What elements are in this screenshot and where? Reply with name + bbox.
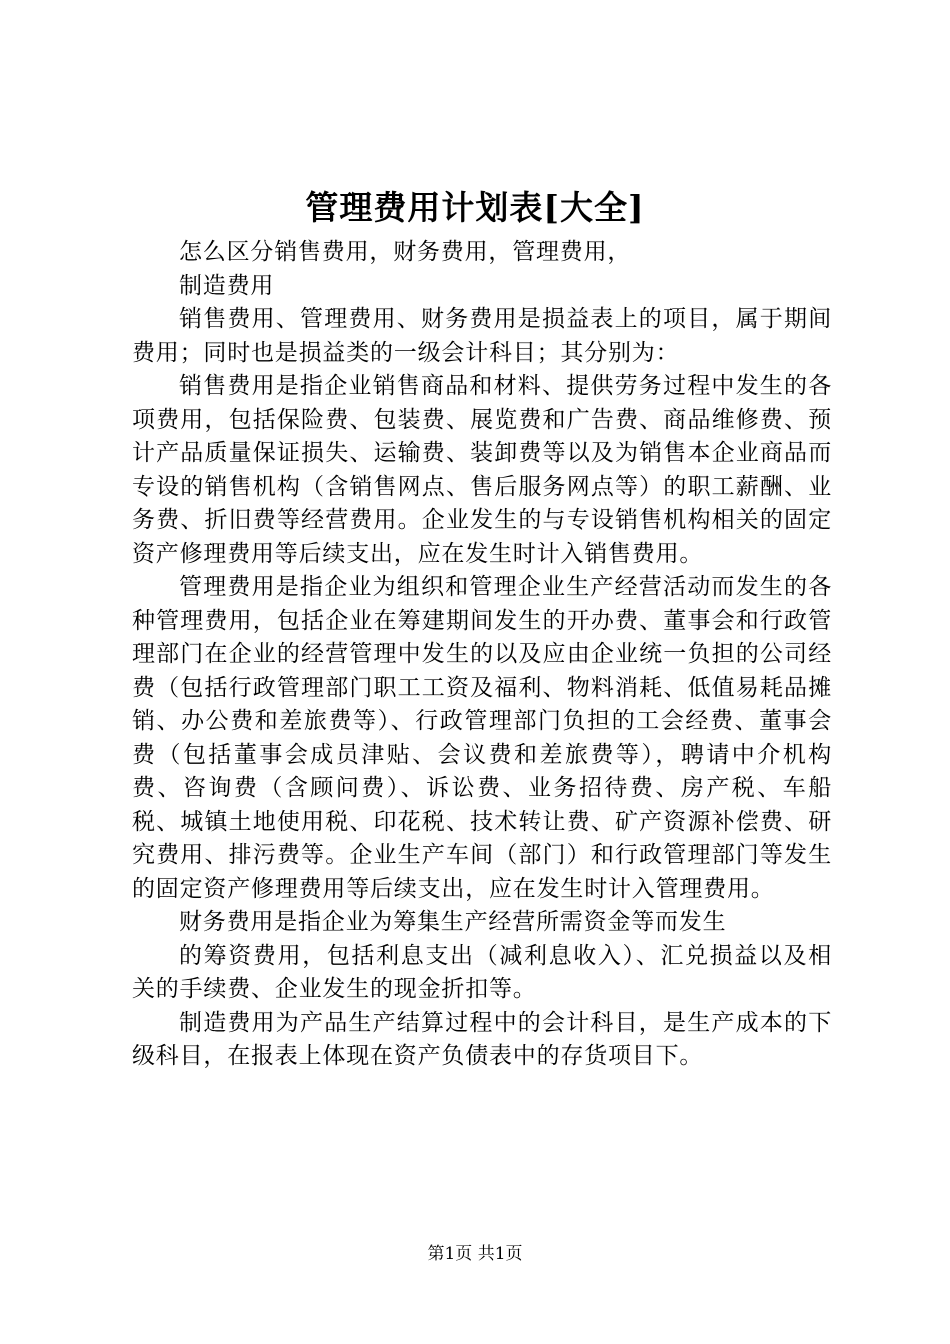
document-title: 管理费用计划表[大全] bbox=[305, 188, 645, 227]
paragraph-financial-expenses-continued: 的筹资费用，包括利息支出（减利息收入）、汇兑损益以及相关的手续费、企业发生的现金折扣等。 bbox=[132, 942, 832, 1002]
paragraph-question-continued: 制造费用 bbox=[179, 272, 275, 299]
paragraph-question: 怎么区分销售费用，财务费用，管理费用， bbox=[179, 239, 632, 265]
paragraph-administrative-expenses: 管理费用是指企业为组织和管理企业生产经营活动而发生的各种管理费用，包括企业在筹建期间发生的开办费、董事会和行政管理部门在企业的经营管理中发生的以及应由企业统一负担的公司经费（包括行政管理部门职工工资及福利、物料消耗、低值易耗品摊销、办公费和差旅费等）、行政管理部门负担的工会经费、董事会费（包括董事会成员津贴、会议费和差旅费等），聘请中介机构费、咨询费（含顾问费）、诉讼费、业务招待费、房产税、车船税、城镇土地使用税、印花税、技术转让费、矿产资源补偿费、研究费用、排污费等。企业生产车间（部门）和行政管理部门等发生的固定资产修理费用等后续支出，应在发生时计入管理费用。 bbox=[132, 574, 832, 902]
paragraph-intro: 销售费用、管理费用、财务费用是损益表上的项目，属于期间费用；同时也是损益类的一级会计科目；其分别为： bbox=[132, 306, 832, 366]
paragraph-financial-expenses: 财务费用是指企业为筹集生产经营所需资金等而发生 bbox=[179, 909, 727, 935]
page-footer: 第1页 共1页 bbox=[427, 1244, 523, 1264]
document-body bbox=[132, 236, 832, 1074]
paragraph-manufacturing-overhead: 制造费用为产品生产结算过程中的会计科目，是生产成本的下级科目，在报表上体现在资产负债表中的存货项目下。 bbox=[132, 1009, 832, 1069]
paragraph-selling-expenses: 销售费用是指企业销售商品和材料、提供劳务过程中发生的各项费用，包括保险费、包装费、展览费和广告费、商品维修费、预计产品质量保证损失、运输费、装卸费等以及为销售本企业商品而专设的销售机构（含销售网点、售后服务网点等）的职工薪酬、业务费、折旧费等经营费用。企业发生的与专设销售机构相关的固定资产修理费用等后续支出，应在发生时计入销售费用。 bbox=[132, 373, 832, 567]
